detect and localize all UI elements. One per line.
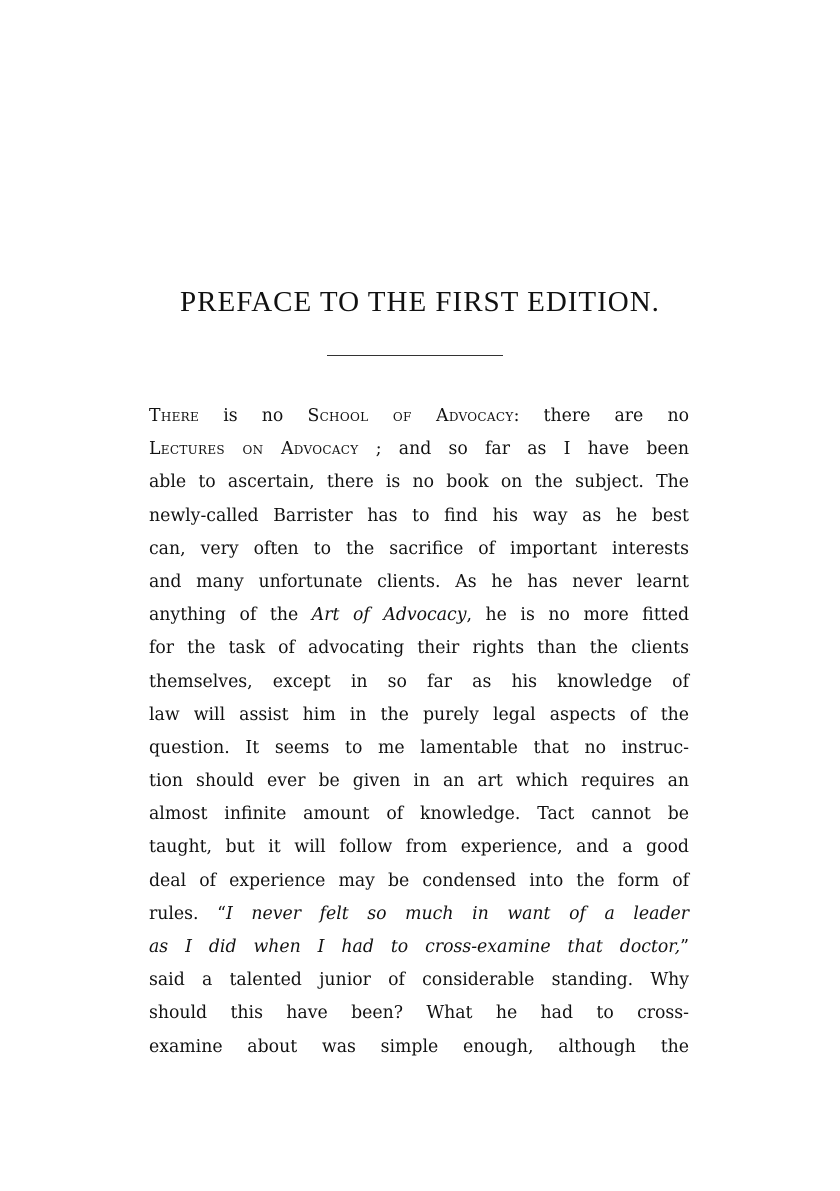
text-segment: able to ascertain, there is no book on the subject. The xyxy=(149,472,689,493)
text-segment: : there are no xyxy=(513,406,689,426)
text-segment: is no xyxy=(199,406,308,426)
text-line xyxy=(149,765,689,798)
text-line xyxy=(149,931,689,964)
text-segment: and many unfortunate clients. As he has never learnt xyxy=(149,571,689,592)
text-line xyxy=(149,831,689,864)
text-line xyxy=(149,798,689,831)
small-caps-text: School of Advocacy xyxy=(307,406,514,426)
italic-text: as I did when I had to cross-examine that doctor, xyxy=(149,937,681,957)
text-line xyxy=(149,898,689,931)
text-line xyxy=(149,732,689,765)
text-line xyxy=(149,599,689,632)
text-line xyxy=(149,865,689,898)
text-line xyxy=(149,433,689,466)
text-segment: anything of the xyxy=(149,605,312,626)
text-segment: ” xyxy=(680,937,689,957)
text-line xyxy=(149,964,689,997)
text-segment: tion should ever be given in an art which requires an xyxy=(149,771,689,792)
text-segment: for the task of advocating their rights than the clients xyxy=(149,638,689,659)
text-line xyxy=(149,466,689,499)
preface-body xyxy=(149,400,689,1064)
title-divider-rule xyxy=(327,355,503,356)
text-segment: almost infinite amount of knowledge. Tact cannot be xyxy=(149,804,689,825)
text-segment: said a talented junior of considerable standing. Why xyxy=(149,970,689,991)
text-line xyxy=(149,666,689,699)
text-segment: rules. “ xyxy=(149,903,226,924)
text-segment: newly-called Barrister has to find his way as he best xyxy=(149,505,689,526)
text-line xyxy=(149,632,689,665)
text-segment: themselves, except in so far as his knowledge of xyxy=(149,671,689,692)
italic-text: Art of Advocacy xyxy=(311,605,467,626)
text-segment: taught, but it will follow from experience, and a good xyxy=(149,837,689,858)
page-title: PREFACE TO THE FIRST EDITION. xyxy=(180,286,660,318)
text-line xyxy=(149,533,689,566)
text-segment: should this have been? What he had to cross- xyxy=(149,1003,689,1024)
text-segment: law will assist him in the purely legal aspects of the xyxy=(149,704,689,725)
italic-text: I never felt so much in want of a leader xyxy=(225,903,689,924)
text-segment: ; and so far as I have been xyxy=(358,439,689,460)
text-segment: deal of experience may be condensed into the form of xyxy=(149,870,689,891)
small-caps-text: Lectures on Advocacy xyxy=(149,439,359,460)
text-line xyxy=(149,500,689,533)
text-segment: , he is no more fitted xyxy=(466,605,690,626)
text-line xyxy=(149,997,689,1030)
text-line xyxy=(149,566,689,599)
text-line xyxy=(149,1031,689,1064)
text-segment: question. It seems to me lamentable that no instruc- xyxy=(149,737,689,758)
small-caps-text: There xyxy=(149,406,200,426)
text-segment: can, very often to the sacrifice of important interests xyxy=(149,538,689,559)
text-line xyxy=(149,699,689,732)
text-segment: examine about was simple enough, although the xyxy=(149,1036,689,1057)
text-line xyxy=(149,400,689,433)
